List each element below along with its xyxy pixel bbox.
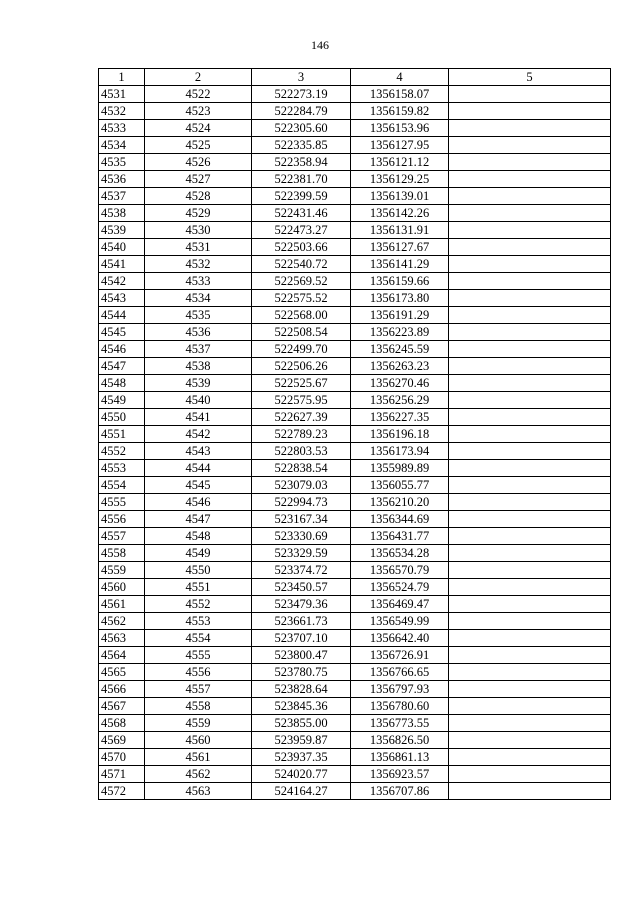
table-cell-col-2: 4545 <box>145 477 252 494</box>
table-cell-col-3: 523800.47 <box>252 647 351 664</box>
table-cell-col-2: 4556 <box>145 664 252 681</box>
table-cell-col-2: 4563 <box>145 783 252 800</box>
table-cell-col-1: 4563 <box>99 630 145 647</box>
table-cell-col-4: 1355989.89 <box>351 460 449 477</box>
table-header-row <box>99 69 611 86</box>
table-row <box>99 732 611 749</box>
table-cell-col-3: 523707.10 <box>252 630 351 647</box>
table-cell-col-2: 4549 <box>145 545 252 562</box>
table-cell-col-3: 522540.72 <box>252 256 351 273</box>
table-row <box>99 103 611 120</box>
table-cell-col-5 <box>449 307 611 324</box>
table-cell-col-4: 1356127.95 <box>351 137 449 154</box>
table-row <box>99 630 611 647</box>
table-cell-col-4: 1356256.29 <box>351 392 449 409</box>
table-cell-col-1: 4564 <box>99 647 145 664</box>
table-cell-col-1: 4546 <box>99 341 145 358</box>
table-cell-col-3: 523167.34 <box>252 511 351 528</box>
table-cell-col-3: 522508.54 <box>252 324 351 341</box>
table-cell-col-2: 4558 <box>145 698 252 715</box>
table-cell-col-1: 4556 <box>99 511 145 528</box>
table-cell-col-5 <box>449 188 611 205</box>
table-cell-col-4: 1356227.35 <box>351 409 449 426</box>
table-cell-col-5 <box>449 664 611 681</box>
table-cell-col-5 <box>449 103 611 120</box>
table-cell-col-3: 522575.95 <box>252 392 351 409</box>
table-cell-col-4: 1356173.80 <box>351 290 449 307</box>
table-cell-col-1: 4544 <box>99 307 145 324</box>
table-row <box>99 290 611 307</box>
table-cell-col-4: 1356153.96 <box>351 120 449 137</box>
table-cell-col-5 <box>449 273 611 290</box>
table-cell-col-3: 522525.67 <box>252 375 351 392</box>
table-cell-col-4: 1356780.60 <box>351 698 449 715</box>
table-cell-col-1: 4560 <box>99 579 145 596</box>
table-cell-col-5 <box>449 596 611 613</box>
table-cell-col-5 <box>449 681 611 698</box>
table-body <box>99 86 611 800</box>
table-cell-col-1: 4549 <box>99 392 145 409</box>
table-cell-col-3: 522273.19 <box>252 86 351 103</box>
table-row <box>99 222 611 239</box>
table-cell-col-4: 1356773.55 <box>351 715 449 732</box>
table-cell-col-2: 4546 <box>145 494 252 511</box>
table-cell-col-4: 1356642.40 <box>351 630 449 647</box>
table-row <box>99 579 611 596</box>
table-cell-col-2: 4528 <box>145 188 252 205</box>
table-cell-col-4: 1356923.57 <box>351 766 449 783</box>
table-cell-col-3: 522305.60 <box>252 120 351 137</box>
table-cell-col-4: 1356191.29 <box>351 307 449 324</box>
table-cell-col-1: 4555 <box>99 494 145 511</box>
table-cell-col-2: 4535 <box>145 307 252 324</box>
table-cell-col-1: 4539 <box>99 222 145 239</box>
table-row <box>99 460 611 477</box>
table-cell-col-5 <box>449 460 611 477</box>
table-cell-col-3: 523828.64 <box>252 681 351 698</box>
table-cell-col-4: 1356158.07 <box>351 86 449 103</box>
table-cell-col-1: 4536 <box>99 171 145 188</box>
table-cell-col-2: 4541 <box>145 409 252 426</box>
column-header: 3 <box>252 69 351 86</box>
table-cell-col-4: 1356707.86 <box>351 783 449 800</box>
table-cell-col-5 <box>449 715 611 732</box>
table-cell-col-5 <box>449 171 611 188</box>
table-cell-col-3: 522627.39 <box>252 409 351 426</box>
coordinates-table <box>98 68 611 800</box>
table-cell-col-5 <box>449 409 611 426</box>
table-cell-col-3: 522994.73 <box>252 494 351 511</box>
table-cell-col-5 <box>449 392 611 409</box>
table-cell-col-5 <box>449 698 611 715</box>
table-cell-col-3: 523937.35 <box>252 749 351 766</box>
table-cell-col-1: 4535 <box>99 154 145 171</box>
table-cell-col-1: 4537 <box>99 188 145 205</box>
table-cell-col-5 <box>449 783 611 800</box>
table-cell-col-2: 4526 <box>145 154 252 171</box>
table-cell-col-2: 4544 <box>145 460 252 477</box>
table-row <box>99 443 611 460</box>
table-cell-col-1: 4541 <box>99 256 145 273</box>
table-cell-col-3: 522358.94 <box>252 154 351 171</box>
table-cell-col-4: 1356139.01 <box>351 188 449 205</box>
table-row <box>99 273 611 290</box>
table-cell-col-3: 523450.57 <box>252 579 351 596</box>
table-cell-col-2: 4560 <box>145 732 252 749</box>
table-cell-col-1: 4567 <box>99 698 145 715</box>
table-cell-col-1: 4569 <box>99 732 145 749</box>
table-row <box>99 188 611 205</box>
table-cell-col-3: 522335.85 <box>252 137 351 154</box>
table-row <box>99 375 611 392</box>
table-cell-col-2: 4550 <box>145 562 252 579</box>
table-cell-col-3: 523780.75 <box>252 664 351 681</box>
table-cell-col-1: 4545 <box>99 324 145 341</box>
table-cell-col-4: 1356127.67 <box>351 239 449 256</box>
table-cell-col-2: 4525 <box>145 137 252 154</box>
table-cell-col-1: 4543 <box>99 290 145 307</box>
table-cell-col-1: 4531 <box>99 86 145 103</box>
table-cell-col-2: 4552 <box>145 596 252 613</box>
table-cell-col-4: 1356055.77 <box>351 477 449 494</box>
table-row <box>99 239 611 256</box>
table-cell-col-3: 522575.52 <box>252 290 351 307</box>
table-cell-col-5 <box>449 290 611 307</box>
column-header: 2 <box>145 69 252 86</box>
table-cell-col-5 <box>449 375 611 392</box>
table-row <box>99 545 611 562</box>
table-cell-col-3: 522399.59 <box>252 188 351 205</box>
table-cell-col-1: 4566 <box>99 681 145 698</box>
table-cell-col-4: 1356797.93 <box>351 681 449 698</box>
table-cell-col-5 <box>449 494 611 511</box>
column-header: 5 <box>449 69 611 86</box>
table-cell-col-2: 4555 <box>145 647 252 664</box>
table-cell-col-2: 4530 <box>145 222 252 239</box>
table-cell-col-5 <box>449 647 611 664</box>
table-cell-col-1: 4562 <box>99 613 145 630</box>
table-cell-col-3: 524020.77 <box>252 766 351 783</box>
table-cell-col-3: 522503.66 <box>252 239 351 256</box>
table-cell-col-1: 4558 <box>99 545 145 562</box>
table-cell-col-5 <box>449 732 611 749</box>
table-cell-col-2: 4534 <box>145 290 252 307</box>
table-cell-col-2: 4561 <box>145 749 252 766</box>
table-cell-col-5 <box>449 477 611 494</box>
table-row <box>99 358 611 375</box>
table-cell-col-1: 4533 <box>99 120 145 137</box>
table-cell-col-1: 4551 <box>99 426 145 443</box>
table-cell-col-3: 522568.00 <box>252 307 351 324</box>
table-row <box>99 664 611 681</box>
table-cell-col-5 <box>449 120 611 137</box>
table-cell-col-2: 4537 <box>145 341 252 358</box>
table-cell-col-4: 1356549.99 <box>351 613 449 630</box>
table-cell-col-4: 1356210.20 <box>351 494 449 511</box>
table-cell-col-4: 1356524.79 <box>351 579 449 596</box>
table-cell-col-5 <box>449 630 611 647</box>
table-row <box>99 783 611 800</box>
table-row <box>99 256 611 273</box>
table-cell-col-2: 4559 <box>145 715 252 732</box>
table-cell-col-1: 4570 <box>99 749 145 766</box>
table-row <box>99 392 611 409</box>
table-row <box>99 137 611 154</box>
table-cell-col-3: 523661.73 <box>252 613 351 630</box>
table-cell-col-1: 4557 <box>99 528 145 545</box>
table-cell-col-5 <box>449 256 611 273</box>
table-cell-col-5 <box>449 239 611 256</box>
table-cell-col-4: 1356159.82 <box>351 103 449 120</box>
table-cell-col-3: 522284.79 <box>252 103 351 120</box>
table-cell-col-5 <box>449 358 611 375</box>
table-cell-col-1: 4542 <box>99 273 145 290</box>
table-cell-col-3: 522789.23 <box>252 426 351 443</box>
table-cell-col-4: 1356173.94 <box>351 443 449 460</box>
table-cell-col-4: 1356534.28 <box>351 545 449 562</box>
table-cell-col-1: 4559 <box>99 562 145 579</box>
table-cell-col-1: 4552 <box>99 443 145 460</box>
table-cell-col-4: 1356245.59 <box>351 341 449 358</box>
table-row <box>99 341 611 358</box>
table-cell-col-1: 4534 <box>99 137 145 154</box>
table-cell-col-2: 4540 <box>145 392 252 409</box>
table-cell-col-5 <box>449 749 611 766</box>
table-cell-col-4: 1356826.50 <box>351 732 449 749</box>
table-cell-col-2: 4533 <box>145 273 252 290</box>
table-cell-col-3: 523959.87 <box>252 732 351 749</box>
table-cell-col-3: 523330.69 <box>252 528 351 545</box>
table-cell-col-5 <box>449 86 611 103</box>
table-row <box>99 307 611 324</box>
table-cell-col-5 <box>449 222 611 239</box>
table-cell-col-1: 4571 <box>99 766 145 783</box>
table-row <box>99 120 611 137</box>
table-cell-col-2: 4539 <box>145 375 252 392</box>
table-cell-col-1: 4561 <box>99 596 145 613</box>
table-cell-col-5 <box>449 443 611 460</box>
table-row <box>99 749 611 766</box>
table-cell-col-4: 1356570.79 <box>351 562 449 579</box>
table-row <box>99 511 611 528</box>
table-cell-col-2: 4522 <box>145 86 252 103</box>
table-row <box>99 613 611 630</box>
table-cell-col-2: 4527 <box>145 171 252 188</box>
table-cell-col-5 <box>449 154 611 171</box>
table-row <box>99 409 611 426</box>
table-cell-col-2: 4524 <box>145 120 252 137</box>
table-cell-col-5 <box>449 137 611 154</box>
table-cell-col-1: 4538 <box>99 205 145 222</box>
table-row <box>99 715 611 732</box>
table-cell-col-5 <box>449 579 611 596</box>
table-cell-col-2: 4551 <box>145 579 252 596</box>
table-cell-col-2: 4542 <box>145 426 252 443</box>
table-row <box>99 681 611 698</box>
table-cell-col-2: 4547 <box>145 511 252 528</box>
table-cell-col-2: 4531 <box>145 239 252 256</box>
table-cell-col-5 <box>449 341 611 358</box>
table-cell-col-5 <box>449 528 611 545</box>
table-cell-col-3: 522838.54 <box>252 460 351 477</box>
table-cell-col-1: 4547 <box>99 358 145 375</box>
table-cell-col-3: 522499.70 <box>252 341 351 358</box>
page-number: 146 <box>311 38 329 52</box>
table-cell-col-5 <box>449 613 611 630</box>
table-row <box>99 562 611 579</box>
table-cell-col-4: 1356142.26 <box>351 205 449 222</box>
table-cell-col-3: 523374.72 <box>252 562 351 579</box>
table-row <box>99 171 611 188</box>
table-cell-col-4: 1356121.12 <box>351 154 449 171</box>
table-cell-col-5 <box>449 545 611 562</box>
table-cell-col-1: 4532 <box>99 103 145 120</box>
table-cell-col-4: 1356141.29 <box>351 256 449 273</box>
table-cell-col-3: 524164.27 <box>252 783 351 800</box>
table-cell-col-2: 4562 <box>145 766 252 783</box>
table-cell-col-2: 4553 <box>145 613 252 630</box>
table-row <box>99 494 611 511</box>
table-cell-col-5 <box>449 205 611 222</box>
table-row <box>99 86 611 103</box>
table-cell-col-2: 4557 <box>145 681 252 698</box>
table-cell-col-4: 1356223.89 <box>351 324 449 341</box>
table-cell-col-4: 1356344.69 <box>351 511 449 528</box>
table-cell-col-4: 1356263.23 <box>351 358 449 375</box>
table-row <box>99 528 611 545</box>
table-cell-col-3: 522569.52 <box>252 273 351 290</box>
table-cell-col-4: 1356270.46 <box>351 375 449 392</box>
table-cell-col-1: 4572 <box>99 783 145 800</box>
table-cell-col-2: 4554 <box>145 630 252 647</box>
table-cell-col-4: 1356196.18 <box>351 426 449 443</box>
table-cell-col-3: 523855.00 <box>252 715 351 732</box>
table-row <box>99 647 611 664</box>
column-header: 4 <box>351 69 449 86</box>
table-cell-col-2: 4538 <box>145 358 252 375</box>
table-row <box>99 324 611 341</box>
table-cell-col-1: 4554 <box>99 477 145 494</box>
table-cell-col-2: 4529 <box>145 205 252 222</box>
table-cell-col-5 <box>449 324 611 341</box>
column-header: 1 <box>99 69 145 86</box>
table-cell-col-3: 523479.36 <box>252 596 351 613</box>
table-row <box>99 154 611 171</box>
table-cell-col-3: 522431.46 <box>252 205 351 222</box>
table-cell-col-4: 1356131.91 <box>351 222 449 239</box>
table-cell-col-5 <box>449 562 611 579</box>
table-cell-col-4: 1356129.25 <box>351 171 449 188</box>
table-cell-col-2: 4548 <box>145 528 252 545</box>
table-cell-col-4: 1356159.66 <box>351 273 449 290</box>
table-cell-col-2: 4536 <box>145 324 252 341</box>
table-cell-col-4: 1356469.47 <box>351 596 449 613</box>
table-cell-col-2: 4532 <box>145 256 252 273</box>
table-cell-col-1: 4568 <box>99 715 145 732</box>
table-cell-col-1: 4565 <box>99 664 145 681</box>
table-cell-col-3: 523845.36 <box>252 698 351 715</box>
table-cell-col-5 <box>449 511 611 528</box>
table-cell-col-1: 4540 <box>99 239 145 256</box>
table-cell-col-3: 522506.26 <box>252 358 351 375</box>
table-cell-col-5 <box>449 766 611 783</box>
table-cell-col-3: 523329.59 <box>252 545 351 562</box>
table-row <box>99 205 611 222</box>
table-cell-col-3: 522381.70 <box>252 171 351 188</box>
table-cell-col-2: 4543 <box>145 443 252 460</box>
table-cell-col-4: 1356861.13 <box>351 749 449 766</box>
table-cell-col-3: 523079.03 <box>252 477 351 494</box>
table-cell-col-4: 1356766.65 <box>351 664 449 681</box>
table-cell-col-2: 4523 <box>145 103 252 120</box>
table-cell-col-1: 4550 <box>99 409 145 426</box>
table-row <box>99 766 611 783</box>
table-cell-col-4: 1356431.77 <box>351 528 449 545</box>
table-row <box>99 426 611 443</box>
table-cell-col-1: 4548 <box>99 375 145 392</box>
table-cell-col-5 <box>449 426 611 443</box>
table-cell-col-4: 1356726.91 <box>351 647 449 664</box>
table-cell-col-3: 522473.27 <box>252 222 351 239</box>
table-row <box>99 596 611 613</box>
table-cell-col-3: 522803.53 <box>252 443 351 460</box>
table-row <box>99 698 611 715</box>
table-cell-col-1: 4553 <box>99 460 145 477</box>
table-row <box>99 477 611 494</box>
